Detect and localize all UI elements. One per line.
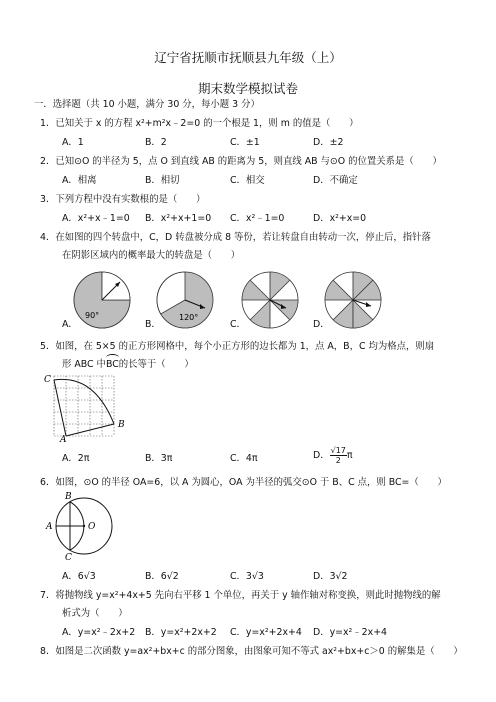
q6-option-d: D．3√2	[313, 571, 348, 582]
question-1-stem: 1．已知关于 x 的方程 x²+m²x﹣2=0 的一个根是 1，则 m 的值是（ ）	[40, 118, 359, 129]
q2-option-c: C．相交	[230, 175, 265, 186]
q3-option-c: C．x²﹣1=0	[230, 213, 285, 224]
q5-option-d-pi: π	[346, 450, 353, 461]
q5-grid-figure	[42, 370, 132, 442]
question-8-stem: 8．如图是二次函数 y=ax²+bx+c 的部分图象，由图象可知不等式 ax²+bx+c＞0 的解集是（ ）	[40, 646, 463, 657]
q4-option-b: B．	[145, 319, 161, 330]
q5-fraction-denominator: 2	[335, 456, 341, 465]
q5-label-a: A	[60, 435, 67, 442]
q3-option-b: B．x²+x+1=0	[145, 213, 212, 224]
q6-label-c: C	[65, 553, 72, 562]
question-2-stem: 2．已知⊙O 的半径为 5，点 O 到直线 AB 的距离为 5，则直线 AB 与⊙O 的位置关系是（ ）	[40, 156, 442, 167]
q1-option-d: D．±2	[313, 137, 344, 148]
q5-option-d	[313, 446, 353, 465]
q4-option-c: C．	[230, 319, 246, 330]
q5-fraction-numerator: √17	[330, 446, 346, 455]
q5-stem-prefix: 形 ABC 中	[62, 359, 106, 370]
q6-option-c: C．3√3	[230, 571, 264, 582]
q7-option-c: C．y=x²+2x+4	[230, 627, 302, 638]
q2-option-d: D．不确定	[313, 175, 358, 186]
q5-arc-bc: BC	[105, 359, 119, 370]
spinner-a-angle-label: 90°	[85, 311, 100, 320]
q4-option-d: D．	[313, 319, 330, 330]
q6-label-o: O	[88, 522, 96, 532]
q4-option-a: A．	[62, 319, 78, 330]
q5-option-a: A．2π	[62, 453, 90, 464]
question-4-stem-line1: 4．在如图的四个转盘中，C，D 转盘被分成 8 等份，若让转盘自由转动一次，停止后，指针落	[40, 232, 431, 243]
spinner-b-angle-label: 120°	[179, 313, 199, 322]
q7-option-b: B．y=x²+2x+2	[145, 627, 217, 638]
question-3-stem: 3．下列方程中没有实数根的是（ ）	[40, 194, 206, 205]
q3-option-a: A．x²+x﹣1=0	[62, 213, 130, 224]
q1-option-b: B．2	[145, 137, 167, 148]
q1-option-a: A．1	[62, 137, 84, 148]
q2-option-a: A．相离	[62, 175, 97, 186]
q5-label-c: C	[44, 375, 51, 385]
q1-option-c: C．±1	[230, 137, 260, 148]
section-heading: 一．选择题（共 10 小题，满分 30 分，每小题 3 分）	[34, 99, 260, 110]
spinner-a-figure	[72, 268, 132, 332]
spinner-d-figure	[323, 268, 383, 332]
q5-stem-suffix: 的长等于（ ）	[118, 359, 194, 370]
q6-circle-figure	[36, 490, 116, 562]
q6-option-a: A．6√3	[62, 571, 96, 582]
question-7-stem-line1: 7．将抛物线 y=x²+4x+5 先向右平移 1 个单位，再关于 y 轴作轴对称变换，则此时抛物线的解	[40, 590, 441, 601]
q7-option-d: D．y=x²﹣2x+4	[313, 627, 388, 638]
q5-label-b: B	[118, 420, 125, 430]
q7-option-a: A．y=x²﹣2x+2	[62, 627, 136, 638]
spinner-b-figure	[155, 268, 215, 332]
page-title: 辽宁省抚顺市抚顺县九年级（上）	[154, 50, 342, 65]
q5-option-b: B．3π	[145, 453, 173, 464]
question-6-stem: 6．如图，⊙O 的半径 OA=6，以 A 为圆心，OA 为半径的弧交⊙O 于 B、C 点，则 BC=（ ）	[40, 477, 447, 488]
q5-option-d-label: D．	[313, 450, 330, 461]
q3-option-d: D．x²+x=0	[313, 213, 367, 224]
q2-option-b: B．相切	[145, 175, 180, 186]
q6-option-b: B．6√2	[145, 571, 179, 582]
q6-label-a: A	[46, 522, 53, 532]
question-5-stem-line1: 5．如图，在 5×5 的正方形网格中，每个小正方形的边长都为 1，点 A，B，C 均为格点，则扇	[40, 341, 435, 352]
spinner-c-figure	[240, 268, 300, 332]
q5-option-c: C．4π	[230, 453, 258, 464]
page-subtitle: 期末数学模拟试卷	[197, 81, 298, 96]
q5-option-d-fraction	[330, 446, 347, 465]
q6-label-b: B	[65, 492, 72, 502]
question-4-stem-line2: 在阴影区域内的概率最大的转盘是（ ）	[62, 250, 241, 261]
question-7-stem-line2: 析式为（ ）	[62, 608, 128, 619]
